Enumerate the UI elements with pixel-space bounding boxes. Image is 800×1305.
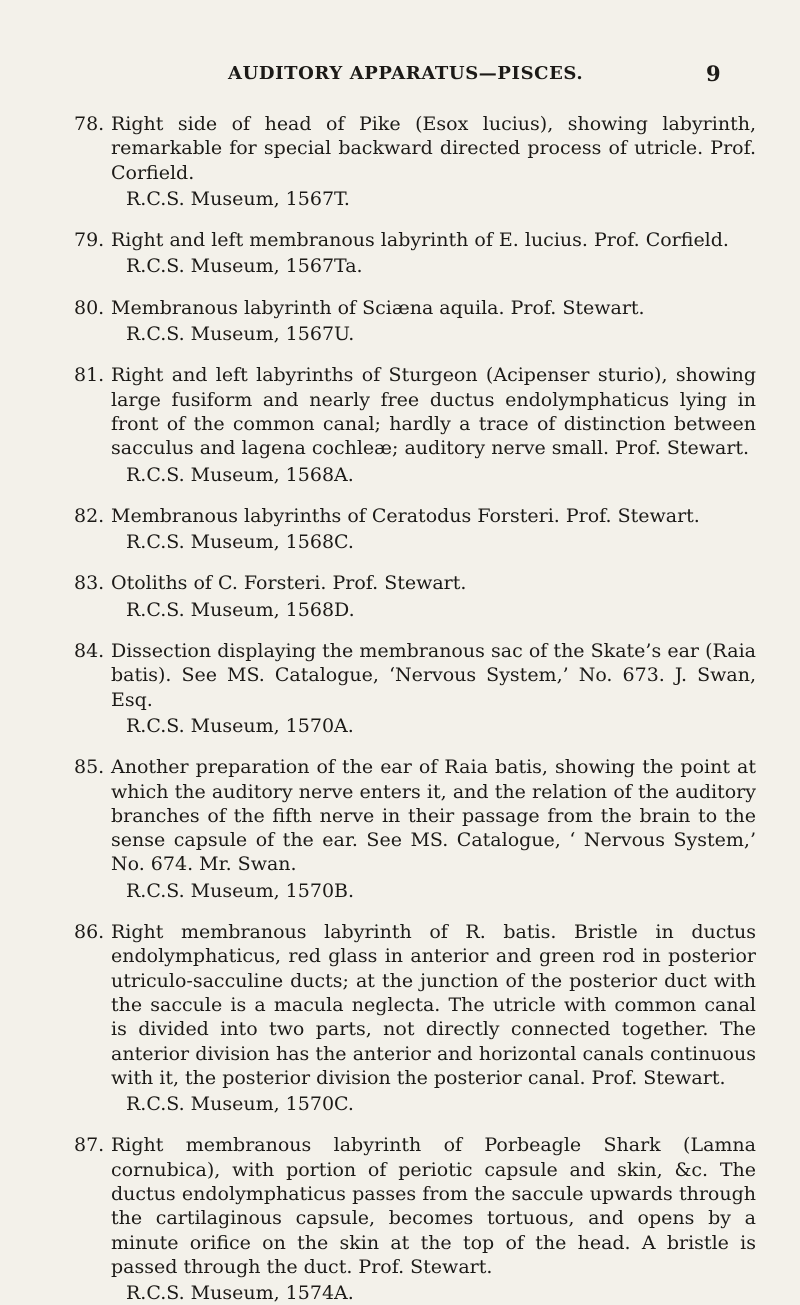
page-number: 9	[706, 61, 721, 86]
entry-number: 87.	[74, 1134, 105, 1157]
entry-museum-ref: R.C.S. Museum, 1570C.	[126, 1093, 354, 1116]
entry-number: 83.	[74, 572, 105, 595]
entry-museum-ref: R.C.S. Museum, 1568C.	[126, 531, 354, 554]
entry-description: Right membranous labyrinth of R. batis. Bristle in ductus endolymphaticus, red glass in anterior and green rod in posterior utriculo-sacculine ducts; at the junction of the posterior duct with the saccule is a macula neglecta. The utricle with common canal is divided into two parts, not directly connected together. The anterior division has the anterior and horizontal canals continuous with it, the posterior division the posterior canal. Prof. Stewart.	[111, 921, 756, 1089]
catalogue-entry	[74, 296, 756, 347]
entry-number: 82.	[74, 504, 105, 527]
entry-number: 81.	[74, 364, 105, 387]
running-head-title: AUDITORY APPARATUS—PISCES.	[228, 63, 584, 84]
entry-museum-ref: R.C.S. Museum, 1568A.	[126, 463, 354, 486]
catalogue-entry	[74, 1133, 756, 1305]
entry-number: 78.	[74, 113, 105, 135]
catalogue-entry	[74, 755, 756, 903]
entry-number: 80.	[74, 296, 105, 319]
catalogue-entry	[74, 639, 756, 738]
entry-number: 79.	[74, 229, 105, 252]
entry-description: Dissection displaying the membranous sac of the Skate’s ear (Raia batis). See MS. Catalogue, ‘Nervous System,’ No. 673. J. Swan, Esq.	[111, 640, 756, 711]
catalogue-entry	[74, 571, 756, 622]
catalogue-entry	[74, 112, 756, 211]
entry-museum-ref: R.C.S. Museum, 1574A.	[126, 1282, 354, 1305]
entry-description: Membranous labyrinths of Ceratodus Forsteri. Prof. Stewart.	[111, 504, 700, 527]
entry-number: 84.	[74, 640, 105, 663]
entry-museum-ref: R.C.S. Museum, 1570B.	[126, 879, 355, 902]
entry-description: Right and left membranous labyrinth of E. lucius. Prof. Corfield.	[111, 229, 729, 252]
entry-museum-ref: R.C.S. Museum, 1567T.	[126, 187, 350, 210]
entry-description: Right and left labyrinths of Sturgeon (Acipenser sturio), showing large fusiform and nearly free ductus endolymphaticus lying in front of the common canal; hardly a trace of distinction between sacculus and lagena cochleæ; auditory nerve small. Prof. Stewart.	[111, 364, 756, 460]
entry-description: Another preparation of the ear of Raia batis, showing the point at which the auditory nerve enters it, and the relation of the auditory branches of the fifth nerve in their passage from the brain to the sense capsule of the ear. See MS. Catalogue, ‘ Nervous System,’ No. 674. Mr. Swan.	[111, 756, 756, 876]
entry-museum-ref: R.C.S. Museum, 1568D.	[126, 598, 355, 621]
catalogue-entry	[74, 228, 756, 279]
entry-description: Membranous labyrinth of Sciæna aquila. Prof. Stewart.	[111, 296, 645, 319]
catalogue-entry	[74, 920, 756, 1116]
entry-number: 86.	[74, 921, 105, 944]
entry-description: Otoliths of C. Forsteri. Prof. Stewart.	[111, 572, 467, 595]
entry-museum-ref: R.C.S. Museum, 1567U.	[126, 323, 355, 346]
catalogue-entries	[74, 112, 756, 1305]
running-head	[0, 63, 800, 93]
entry-description: Right membranous labyrinth of Porbeagle Shark (Lamna cornubica), with portion of periotic capsule and skin, &c. The ductus endolymphaticus passes from the saccule upwards through the cartilaginous capsule, becomes tortuous, and opens by a minute orifice on the skin at the top of the head. A bristle is passed through the duct. Prof. Stewart.	[111, 1134, 756, 1278]
entry-museum-ref: R.C.S. Museum, 1570A.	[126, 714, 354, 737]
entry-description: Right side of head of Pike (Esox lucius), showing labyrinth, remarkable for special backward directed process of utricle. Prof. Corfield.	[111, 113, 756, 184]
catalogue-entry	[74, 363, 756, 486]
entry-museum-ref: R.C.S. Museum, 1567Ta.	[126, 255, 363, 278]
entry-number: 85.	[74, 756, 105, 779]
catalogue-entry	[74, 504, 756, 555]
